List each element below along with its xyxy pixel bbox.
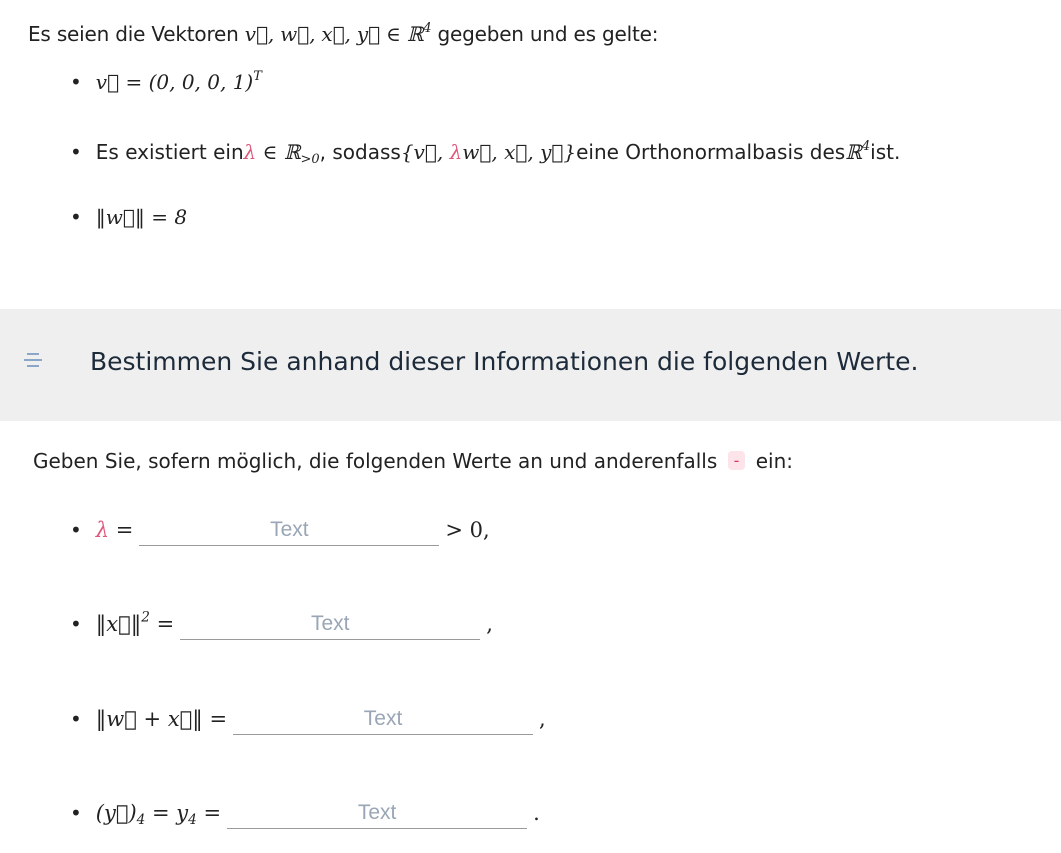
space-symbol: ℝ	[845, 140, 862, 164]
answer-lambda-after: > 0,	[445, 518, 490, 542]
norm-x-text: ‖x⃗‖	[95, 612, 142, 636]
basis-lambda: λ	[449, 140, 463, 164]
lambda-input[interactable]	[139, 514, 439, 546]
task-title: Bestimmen Sie anhand dieser Informationen die folgenden Werte.	[90, 347, 919, 376]
intro-prefix: Es seien die Vektoren	[28, 22, 245, 46]
space-r4	[845, 140, 870, 164]
lambda-symbol: λ	[243, 140, 257, 164]
cond-lambda-set	[243, 140, 320, 167]
answer-y4-row	[70, 797, 540, 829]
norm-x-eq: =	[149, 612, 175, 636]
instructions	[33, 449, 793, 473]
answer-lambda-lhs	[96, 518, 134, 542]
basis-open: {v⃗,	[400, 140, 450, 164]
condition-norm-w	[70, 205, 187, 229]
intro-exponent: 4	[423, 20, 432, 36]
answer-lambda-row	[70, 514, 490, 546]
cond-text-4: ist.	[870, 140, 901, 164]
condition-v-text: v⃗ = (0, 0, 0, 1)	[95, 70, 254, 94]
condition-orthonormal	[70, 138, 901, 167]
dash-badge: -	[728, 451, 746, 470]
cond-text-2: , sodass	[319, 140, 401, 164]
y-sub2: 4	[188, 812, 197, 829]
y-eq: =	[196, 801, 222, 825]
answer-y4-after: .	[533, 801, 540, 825]
condition-v	[70, 70, 262, 94]
list-icon	[24, 353, 42, 375]
answer-lambda-eq: =	[109, 518, 134, 542]
cond-text-1: • Es existiert ein	[95, 140, 244, 164]
y4-input[interactable]	[227, 797, 527, 829]
task-header	[0, 309, 1061, 421]
answer-norm-wx-lhs: • ‖w⃗ + x⃗‖ =	[95, 707, 228, 731]
intro-vectors	[245, 22, 432, 46]
y-mid: = y	[145, 801, 189, 825]
answer-norm-x-lhs	[95, 609, 175, 636]
norm-x-squared-input[interactable]	[180, 608, 480, 640]
norm-w-plus-x-input[interactable]	[233, 703, 533, 735]
norm-x-sup: 2	[141, 609, 150, 626]
basis-set	[401, 140, 576, 164]
intro-vectors-text: v⃗, w⃗, x⃗, y⃗ ∈ ℝ	[244, 22, 424, 46]
real-set-sub: >0	[300, 151, 320, 167]
basis-close: w⃗, x⃗, y⃗}	[462, 140, 577, 164]
transpose-sup: T	[253, 68, 262, 84]
answer-lambda-symbol: λ	[95, 518, 110, 542]
answer-norm-wx-after: ,	[539, 707, 546, 731]
cond-text-3: eine Orthonormalbasis des	[576, 140, 846, 164]
space-exponent: 4	[861, 138, 871, 154]
condition-norm-w-math: • ‖w⃗‖ = 8	[95, 205, 188, 229]
answer-norm-x-row	[70, 608, 493, 640]
condition-v-math	[96, 70, 262, 94]
instructions-suffix: ein:	[749, 449, 794, 473]
answer-y4-lhs	[95, 801, 222, 829]
y-vec-sub: 4	[136, 812, 146, 829]
answer-norm-wx-row	[70, 703, 546, 735]
y-vec-text: (y⃗)	[95, 801, 137, 825]
answer-norm-x-after: ,	[486, 612, 493, 636]
problem-intro	[28, 22, 658, 46]
intro-suffix: gegeben und es gelte:	[431, 22, 659, 46]
real-set: ∈ ℝ	[256, 140, 301, 164]
instructions-prefix: Geben Sie, sofern möglich, die folgenden Werte an und anderenfalls	[33, 449, 724, 473]
